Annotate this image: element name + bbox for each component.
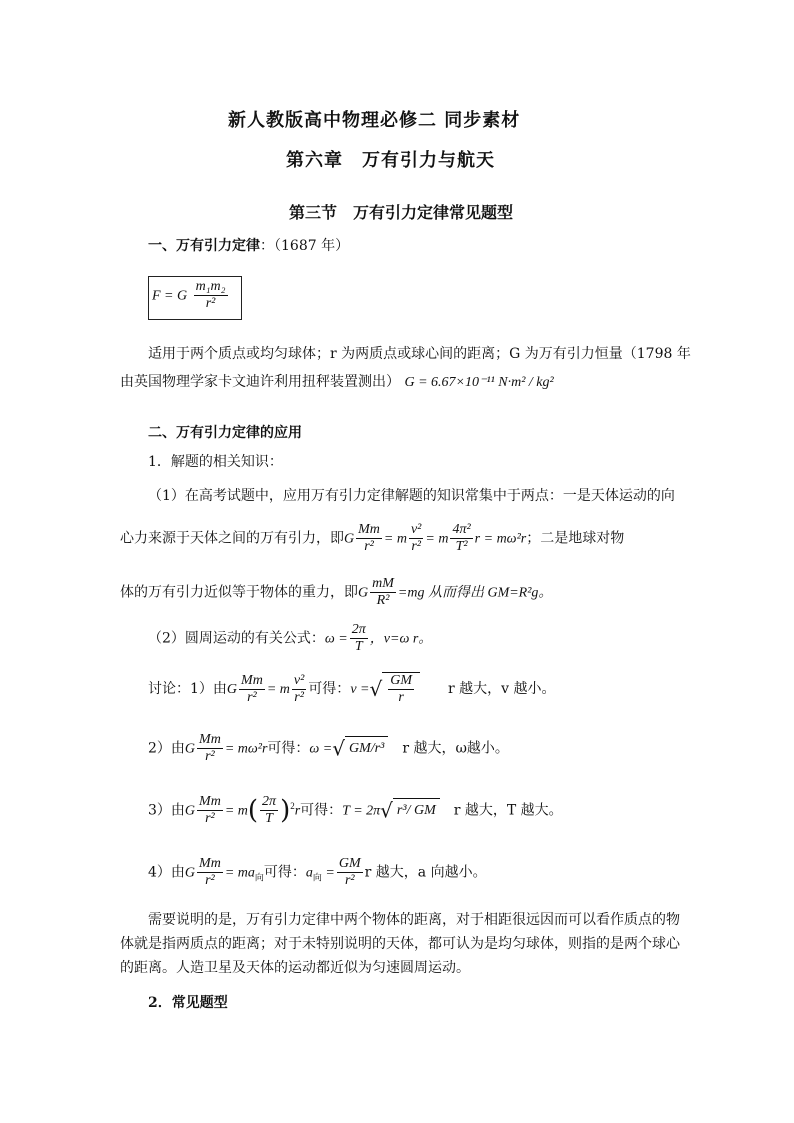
d1-pre: 讨论：1）由 bbox=[148, 681, 227, 697]
section1-heading: 一、万有引力定律 bbox=[148, 238, 260, 254]
section2-heading: 二、万有引力定律的应用 bbox=[148, 425, 302, 441]
p1-line1: （1）在高考试题中，应用万有引力定律解题的知识常集中于两点：一是天体运动的向 bbox=[148, 488, 675, 504]
para1-line1: 适用于两个质点或均匀球体；r 为两质点或球心间的距离；G 为万有引力恒量（1798 年 bbox=[148, 346, 691, 362]
formula-fraction bbox=[194, 279, 228, 312]
formula-numerator: m₁m₂ bbox=[195, 279, 226, 294]
document-title: 新人教版高中物理必修二 同步素材 bbox=[228, 110, 521, 131]
discussion-3: 3）由G $\frac{Mm}{\text{r²}}$ = m( $\frac{2\pi}{T}$ )$^2$r可得：T = 2π√ r³/ GM r 越大，T 越大。 bbox=[148, 794, 563, 827]
d3-tail: r 越大，T 越大。 bbox=[453, 802, 563, 819]
p2-text: （2）圆周运动的有关公式： bbox=[148, 630, 325, 647]
p1-line2-tail: ；二是地球对物 bbox=[526, 530, 625, 547]
p1-line3: 体的万有引力近似等于物体的重力，即G $\frac{mM}{\text{R²}}$ =mg 从而得出 GM=R²g。 bbox=[120, 576, 553, 608]
para1-line2-text: 由英国物理学家卡文迪许利用扭秤装置测出） bbox=[120, 374, 400, 390]
chapter-title: 第六章 万有引力与航天 bbox=[286, 150, 495, 171]
para1-line2 bbox=[120, 370, 554, 395]
p1-line3-tail: =mg 从而得出 GM=R²g。 bbox=[397, 585, 553, 601]
item1-heading: 1．解题的相关知识： bbox=[148, 454, 283, 470]
d2-tail: r 越大，ω越小。 bbox=[402, 740, 509, 757]
section-title: 第三节 万有引力定律常见题型 bbox=[289, 203, 514, 222]
gravitational-constant: G = 6.67×10⁻¹¹ N·m² / kg² bbox=[404, 375, 554, 390]
note-line3: 的距离。人造卫星及天体的运动都近似为匀速圆周运动。 bbox=[120, 960, 470, 976]
note-line1: 需要说明的是，万有引力定律中两个物体的距离，对于相距很远因而可以看作质点的物 bbox=[148, 912, 680, 928]
formula-denominator: r² bbox=[205, 296, 216, 311]
discussion-4: 4）由G $\frac{Mm}{\text{r²}}$ = $ma_向$可得：$a_向$ = $\frac{GM}{\text{r²}}$ r 越大，a 向越小。 bbox=[148, 856, 487, 888]
section1-heading-line bbox=[148, 234, 349, 258]
d4-pre: 4）由 bbox=[148, 864, 185, 881]
d1-mid: 可得： bbox=[308, 681, 351, 697]
formula-lhs: F = G bbox=[152, 288, 188, 304]
p2-line: （2）圆周运动的有关公式：ω = $\frac{2\pi}{T}$ ，v=ω r。 bbox=[148, 622, 433, 654]
p1-line2-text: 心力来源于天体之间的万有引力，即 bbox=[120, 530, 344, 547]
d3-pre: 3）由 bbox=[148, 802, 185, 819]
p1-line3-text: 体的万有引力近似等于物体的重力，即 bbox=[120, 584, 358, 601]
d4-tail: r 越大，a 向越小。 bbox=[364, 864, 487, 881]
discussion-1: 讨论：1）由G $\frac{Mm}{\text{r²}}$ = m $\frac{\text{v²}}{\text{r²}}$ 可得：v =√ $\frac{GM}{r}$ r 越大，v 越小。 bbox=[148, 672, 556, 705]
d2-mid: 可得： bbox=[267, 740, 310, 757]
gravitation-formula bbox=[152, 279, 230, 312]
d4-mid: 可得： bbox=[263, 864, 306, 881]
d1-tail: r 越大，v 越小。 bbox=[448, 681, 556, 697]
p2-tail: ，v=ω r。 bbox=[369, 631, 433, 647]
note-line2: 体就是指两质点的距离；对于未特别说明的天体，都可认为是均匀球体，则指的是两个球心 bbox=[120, 936, 680, 952]
item2-heading: 2．常见题型 bbox=[148, 995, 228, 1011]
section1-year: ：（1687 年） bbox=[260, 238, 350, 254]
p1-line2: 心力来源于天体之间的万有引力，即G $\frac{Mm}{\text{r²}}$ = m $\frac{\text{v²}}{\text{r²}}$ = m $\frac{\text{4π²}}{\text{T²}}$ r = mω²r；二是地球对物 bbox=[120, 522, 625, 554]
d3-mid: 可得： bbox=[300, 802, 343, 819]
d2-pre: 2）由 bbox=[148, 740, 185, 757]
discussion-2: 2）由G $\frac{Mm}{\text{r²}}$ = mω²r可得：ω =√ GM/r³ r 越大，ω越小。 bbox=[148, 732, 509, 764]
